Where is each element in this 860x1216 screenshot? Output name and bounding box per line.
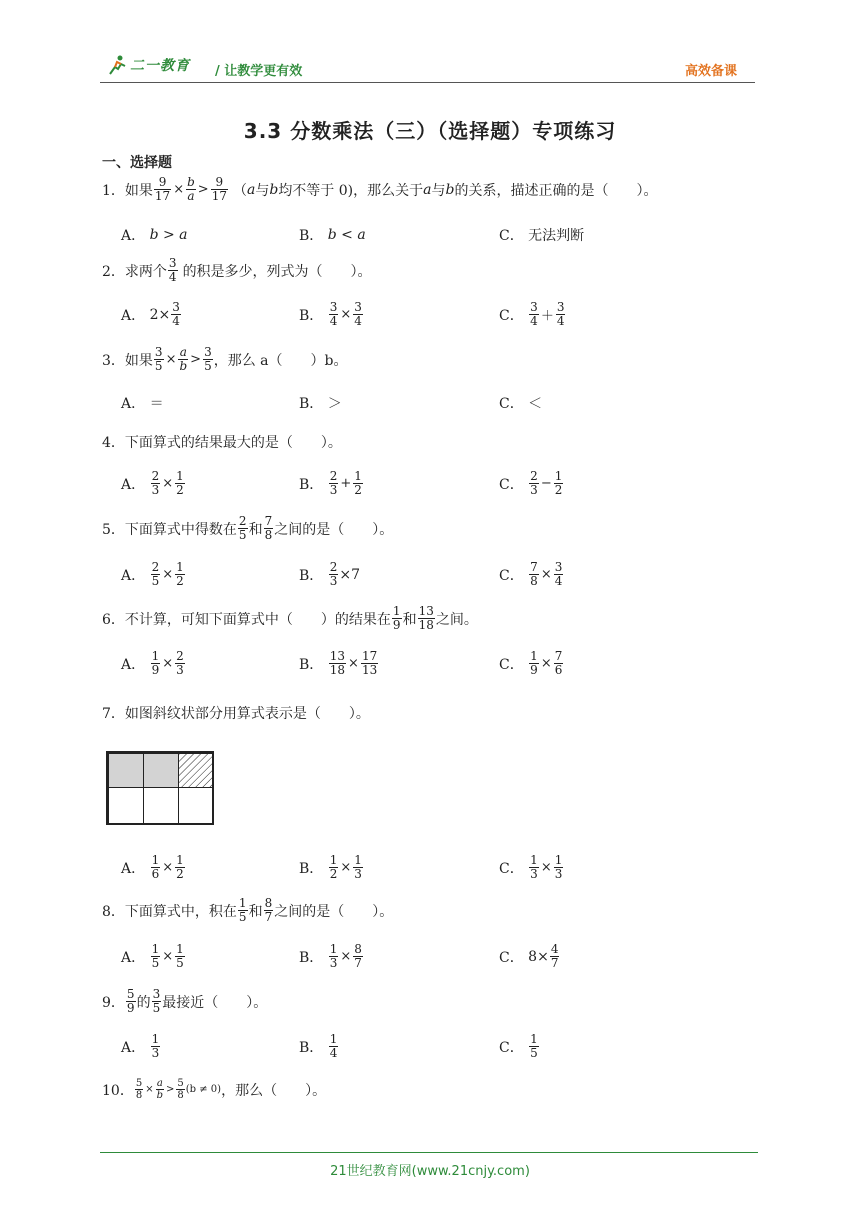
option-a[interactable]: A． 2× $\frac{3}{4}$ [121, 300, 180, 328]
footer-link[interactable]: 21世纪教育网(www.21cnjy.com) [330, 1164, 530, 1179]
option-c[interactable]: C． $\frac{1}{3}$ × $\frac{1}{3}$ [499, 853, 563, 881]
question-4: 4． 下面算式的结果最大的是（ ）。 [102, 435, 342, 451]
question-1: 1． 如果 $\frac{9}{17}$ × $\frac{b}{a}$ > $\frac{9}{17}$ （ a 与 b 均不等于 0)，那么关于 a 与 b 的关系，描述正确的是（ ）。 [102, 175, 658, 203]
footer-divider [100, 1152, 758, 1153]
option-a[interactable]: A． $\frac{1}{6}$ × $\frac{1}{2}$ [121, 853, 184, 881]
grid-cell [178, 787, 214, 825]
question-3: 3． 如果 $\frac{3}{5}$ × $\frac{a}{b}$ > $\frac{3}{5}$ ，那么 a（ ）b。 [102, 345, 348, 373]
logo-text: 二一教育 [130, 58, 190, 74]
hatched-grid-figure [106, 751, 214, 825]
fraction: $\frac{9}{17}$ [211, 175, 227, 203]
option-b[interactable]: B． $\frac{1}{4}$ [299, 1032, 338, 1060]
option-c[interactable]: C． $\frac{3}{4}$ ＋ $\frac{3}{4}$ [499, 300, 565, 328]
question-9: 9． $\frac{5}{9}$ 的 $\frac{3}{5}$ 最接近（ ）。 [102, 987, 268, 1015]
option-a[interactable]: A． $\frac{2}{3}$ × $\frac{1}{2}$ [121, 469, 184, 497]
shaded-cell [143, 753, 179, 788]
shaded-cell [108, 753, 144, 788]
option-a[interactable]: A． b > a [121, 227, 188, 244]
option-c[interactable]: C． $\frac{2}{3}$ − $\frac{1}{2}$ [499, 469, 563, 497]
page-header [100, 58, 755, 83]
question-6: 6． 不计算，可知下面算式中（ ）的结果在 $\frac{1}{9}$ 和 $\frac{13}{18}$ 之间。 [102, 604, 478, 632]
option-c[interactable]: C． $\frac{1}{5}$ [499, 1032, 538, 1060]
option-a[interactable]: A． $\frac{1}{3}$ [121, 1032, 160, 1060]
logo [106, 54, 190, 76]
option-a[interactable]: A． $\frac{2}{5}$ × $\frac{1}{2}$ [121, 560, 184, 588]
section-heading: 一、选择题 [102, 155, 172, 171]
option-b[interactable]: B． ＞ [299, 396, 342, 412]
fraction: $\frac{b}{a}$ [187, 175, 195, 203]
page-title: 3.3 分数乘法（三）（选择题）专项练习 [243, 119, 617, 143]
option-b[interactable]: B． $\frac{1}{2}$ × $\frac{1}{3}$ [299, 853, 362, 881]
tagline: 高效备课 [684, 64, 737, 79]
question-text: 如果 [124, 182, 153, 199]
fraction: $\frac{9}{17}$ [154, 175, 171, 203]
fraction: $\frac{3}{4}$ [168, 256, 177, 284]
option-a[interactable]: A． $\frac{1}{9}$ × $\frac{2}{3}$ [121, 649, 184, 677]
option-c[interactable]: C． $\frac{7}{8}$ × $\frac{3}{4}$ [499, 560, 563, 588]
option-b[interactable]: B． $\frac{3}{4}$ × $\frac{3}{4}$ [299, 300, 362, 328]
grid-cell [108, 787, 144, 825]
option-a[interactable]: A． ＝ [121, 396, 164, 412]
option-b[interactable]: B． $\frac{2}{3}$ + $\frac{1}{2}$ [299, 469, 362, 497]
option-b[interactable]: B． $\frac{1}{3}$ × $\frac{8}{7}$ [299, 942, 362, 970]
slogan: / 让教学更有效 [215, 64, 303, 79]
question-7: 7． 如图斜纹状部分用算式表示是（ ）。 [102, 706, 370, 722]
runner-logo-icon [106, 54, 128, 76]
option-c[interactable]: C． 8× $\frac{4}{7}$ [499, 942, 559, 970]
question-8: 8． 下面算式中，积在 $\frac{1}{5}$ 和 $\frac{8}{7}$ 之间的是（ ）。 [102, 896, 394, 924]
option-a[interactable]: A． $\frac{1}{5}$ × $\frac{1}{5}$ [121, 942, 184, 970]
question-2: 2． 求两个 $\frac{3}{4}$ 的积是多少，列式为（ ）。 [102, 256, 372, 284]
grid-cell [143, 787, 179, 825]
option-c[interactable]: C． $\frac{1}{9}$ × $\frac{7}{6}$ [499, 649, 563, 677]
option-b[interactable]: B． $\frac{2}{3}$ ×7 [299, 560, 361, 588]
question-number: 1． [102, 182, 125, 199]
hatched-cell [178, 753, 214, 788]
option-c[interactable]: C． ＜ [499, 396, 543, 412]
question-5: 5． 下面算式中得数在 $\frac{2}{5}$ 和 $\frac{7}{8}$ 之间的是（ ）。 [102, 514, 394, 542]
option-b[interactable]: B． b < a [299, 227, 366, 244]
question-10: 10． $\frac{5}{8}$ × $\frac{a}{b}$ > $\frac{5}{8}$ (b ≠ 0) ，那么（ ）。 [102, 1078, 327, 1101]
option-b[interactable]: B． $\frac{13}{18}$ × $\frac{17}{13}$ [299, 649, 378, 677]
option-c[interactable]: C． 无法判断 [499, 228, 585, 244]
